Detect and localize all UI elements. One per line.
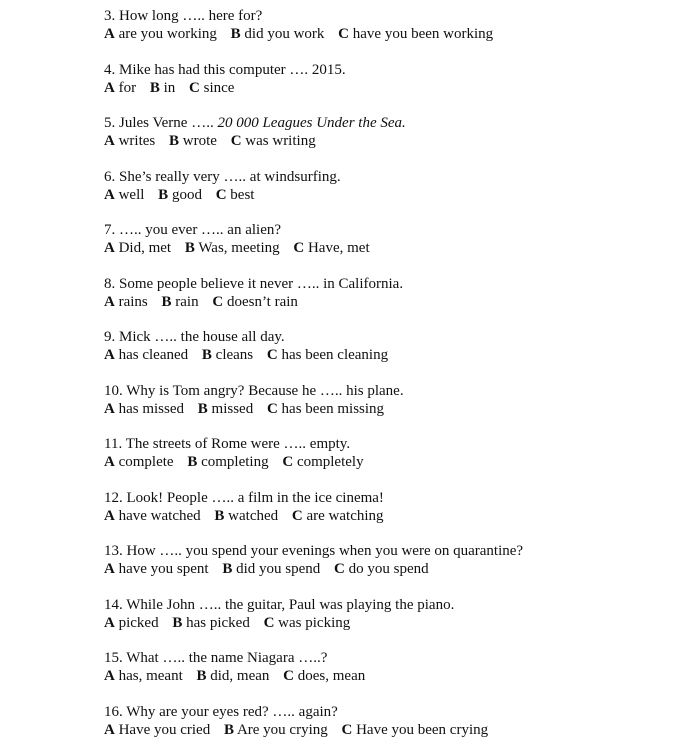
option-text: has missed	[119, 401, 184, 417]
option-a	[104, 26, 217, 42]
question-stem: She’s really very ….. at windsurfing.	[119, 169, 341, 185]
question-15	[104, 649, 684, 703]
options-row	[104, 293, 684, 311]
option-text: has cleaned	[119, 347, 189, 363]
option-letter: B	[185, 240, 195, 256]
option-letter: A	[104, 401, 115, 417]
option-c	[264, 615, 351, 631]
options-row	[104, 25, 684, 43]
option-text: was picking	[278, 615, 350, 631]
option-text: have you spent	[119, 561, 209, 577]
option-b	[202, 347, 253, 363]
option-letter: B	[214, 508, 224, 524]
option-c	[338, 26, 493, 42]
option-letter: C	[231, 133, 242, 149]
option-a	[104, 615, 159, 631]
option-text: cleans	[216, 347, 253, 363]
option-a	[104, 80, 136, 96]
question-text	[104, 596, 684, 614]
question-number: 11.	[104, 436, 122, 452]
option-text: have you been working	[353, 26, 493, 42]
option-letter: A	[104, 347, 115, 363]
question-number: 4.	[104, 62, 115, 78]
question-stem: How long ….. here for?	[119, 8, 262, 24]
option-letter: C	[216, 187, 227, 203]
option-c	[267, 347, 388, 363]
question-text	[104, 649, 684, 667]
option-b	[197, 668, 270, 684]
question-number: 9.	[104, 329, 115, 345]
option-b	[222, 561, 320, 577]
option-b	[224, 722, 328, 738]
option-letter: A	[104, 294, 115, 310]
option-letter: C	[267, 401, 278, 417]
question-text	[104, 489, 684, 507]
option-a	[104, 187, 144, 203]
question-stem: Why is Tom angry? Because he ….. his plane.	[126, 383, 403, 399]
option-c	[334, 561, 429, 577]
option-letter: A	[104, 26, 115, 42]
question-number: 7.	[104, 222, 115, 238]
option-a	[104, 561, 209, 577]
question-stem: Look! People ….. a film in the ice cinema!	[127, 490, 384, 506]
option-letter: B	[158, 187, 168, 203]
question-stem: ….. you ever ….. an alien?	[119, 222, 281, 238]
question-text	[104, 275, 684, 293]
options-row	[104, 721, 684, 739]
question-number: 12.	[104, 490, 123, 506]
question-stem: What ….. the name Niagara …..?	[126, 650, 327, 666]
option-letter: C	[283, 668, 294, 684]
question-number: 15.	[104, 650, 123, 666]
question-9	[104, 328, 684, 382]
option-text: are watching	[306, 508, 383, 524]
question-text	[104, 221, 684, 239]
option-text: doesn’t rain	[227, 294, 298, 310]
question-text	[104, 168, 684, 186]
option-c	[293, 240, 369, 256]
question-number: 3.	[104, 8, 115, 24]
question-number: 8.	[104, 276, 115, 292]
option-text: writes	[119, 133, 156, 149]
option-text: Did, met	[119, 240, 172, 256]
option-a	[104, 294, 148, 310]
option-text: have watched	[119, 508, 201, 524]
option-text: completing	[201, 454, 269, 470]
option-letter: B	[150, 80, 160, 96]
option-text: Are you crying	[237, 722, 328, 738]
question-8	[104, 275, 684, 329]
options-row	[104, 667, 684, 685]
option-text: well	[119, 187, 145, 203]
option-letter: C	[292, 508, 303, 524]
question-3	[104, 7, 684, 61]
options-row	[104, 400, 684, 418]
option-b	[198, 401, 253, 417]
option-text: has been missing	[282, 401, 385, 417]
option-text: was writing	[245, 133, 315, 149]
question-number: 10.	[104, 383, 123, 399]
options-row	[104, 507, 684, 525]
option-text: has been cleaning	[281, 347, 388, 363]
option-text: has, meant	[119, 668, 183, 684]
option-c	[189, 80, 234, 96]
option-text: best	[230, 187, 254, 203]
question-stem: Why are your eyes red? ….. again?	[126, 704, 338, 720]
option-text: complete	[119, 454, 174, 470]
option-b	[150, 80, 175, 96]
option-c	[283, 668, 365, 684]
option-letter: A	[104, 187, 115, 203]
option-text: in	[164, 80, 176, 96]
option-letter: C	[212, 294, 223, 310]
option-text: missed	[212, 401, 254, 417]
question-stem: Mick ….. the house all day.	[119, 329, 285, 345]
question-12	[104, 489, 684, 543]
option-c	[342, 722, 489, 738]
option-text: since	[204, 80, 235, 96]
question-13	[104, 542, 684, 596]
option-letter: A	[104, 80, 115, 96]
option-text: rains	[119, 294, 148, 310]
question-stem: Some people believe it never ….. in California.	[119, 276, 403, 292]
option-a	[104, 240, 171, 256]
option-letter: C	[282, 454, 293, 470]
option-letter: B	[224, 722, 234, 738]
option-text: for	[119, 80, 137, 96]
option-b	[214, 508, 278, 524]
question-text	[104, 435, 684, 453]
option-a	[104, 508, 201, 524]
option-b	[231, 26, 325, 42]
option-letter: B	[172, 615, 182, 631]
options-row	[104, 132, 684, 150]
question-number: 14.	[104, 597, 123, 613]
options-row	[104, 239, 684, 257]
option-text: picked	[119, 615, 159, 631]
option-text: Have, met	[308, 240, 370, 256]
question-6	[104, 168, 684, 222]
option-letter: A	[104, 668, 115, 684]
option-text: rain	[175, 294, 198, 310]
options-row	[104, 346, 684, 364]
option-b	[172, 615, 250, 631]
option-a	[104, 668, 183, 684]
option-letter: B	[162, 294, 172, 310]
options-row	[104, 453, 684, 471]
option-c	[231, 133, 316, 149]
option-letter: C	[334, 561, 345, 577]
options-row	[104, 560, 684, 578]
option-text: wrote	[183, 133, 217, 149]
option-a	[104, 347, 188, 363]
question-11	[104, 435, 684, 489]
option-text: has picked	[186, 615, 250, 631]
option-letter: B	[198, 401, 208, 417]
option-text: did, mean	[210, 668, 269, 684]
question-stem: While John ….. the guitar, Paul was playing the piano.	[126, 597, 454, 613]
option-letter: A	[104, 133, 115, 149]
option-letter: C	[342, 722, 353, 738]
question-text	[104, 61, 684, 79]
question-number: 16.	[104, 704, 123, 720]
option-text: good	[172, 187, 202, 203]
question-text	[104, 114, 684, 132]
option-letter: A	[104, 454, 115, 470]
option-text: does, mean	[298, 668, 365, 684]
option-letter: A	[104, 722, 115, 738]
question-text	[104, 542, 684, 560]
option-c	[267, 401, 384, 417]
question-text	[104, 382, 684, 400]
option-c	[282, 454, 363, 470]
question-10	[104, 382, 684, 436]
option-b	[185, 240, 280, 256]
option-a	[104, 401, 184, 417]
option-text: did you spend	[236, 561, 320, 577]
question-16	[104, 703, 684, 756]
option-text: are you working	[119, 26, 217, 42]
option-c	[216, 187, 255, 203]
option-text: Have you been crying	[356, 722, 488, 738]
option-letter: B	[197, 668, 207, 684]
option-text: watched	[228, 508, 278, 524]
option-letter: A	[104, 615, 115, 631]
option-b	[169, 133, 217, 149]
question-4	[104, 61, 684, 115]
option-letter: C	[293, 240, 304, 256]
question-14	[104, 596, 684, 650]
option-text: Have you cried	[119, 722, 211, 738]
question-7	[104, 221, 684, 275]
option-letter: C	[338, 26, 349, 42]
worksheet	[104, 7, 684, 756]
question-text	[104, 703, 684, 721]
option-a	[104, 454, 174, 470]
options-row	[104, 79, 684, 97]
question-stem: Mike has had this computer …. 2015.	[119, 62, 346, 78]
option-letter: B	[202, 347, 212, 363]
option-text: completely	[297, 454, 364, 470]
question-5	[104, 114, 684, 168]
option-b	[162, 294, 199, 310]
option-letter: A	[104, 508, 115, 524]
option-letter: B	[187, 454, 197, 470]
question-number: 5.	[104, 115, 115, 131]
book-title: 20 000 Leagues Under the Sea.	[217, 115, 405, 131]
question-text	[104, 7, 684, 25]
option-letter: B	[169, 133, 179, 149]
question-text	[104, 328, 684, 346]
option-letter: B	[222, 561, 232, 577]
options-row	[104, 614, 684, 632]
option-letter: A	[104, 561, 115, 577]
question-number: 13.	[104, 543, 123, 559]
option-c	[212, 294, 298, 310]
option-letter: B	[231, 26, 241, 42]
option-letter: A	[104, 240, 115, 256]
option-letter: C	[267, 347, 278, 363]
option-b	[158, 187, 202, 203]
option-letter: C	[264, 615, 275, 631]
option-letter: C	[189, 80, 200, 96]
question-number: 6.	[104, 169, 115, 185]
option-a	[104, 722, 210, 738]
option-text: did you work	[244, 26, 324, 42]
option-text: do you spend	[349, 561, 429, 577]
option-a	[104, 133, 155, 149]
question-stem: Jules Verne …..	[119, 115, 214, 131]
question-stem: How ….. you spend your evenings when you were on quarantine?	[127, 543, 524, 559]
option-b	[187, 454, 268, 470]
option-c	[292, 508, 384, 524]
options-row	[104, 186, 684, 204]
question-stem: The streets of Rome were ….. empty.	[126, 436, 350, 452]
option-text: Was, meeting	[198, 240, 279, 256]
